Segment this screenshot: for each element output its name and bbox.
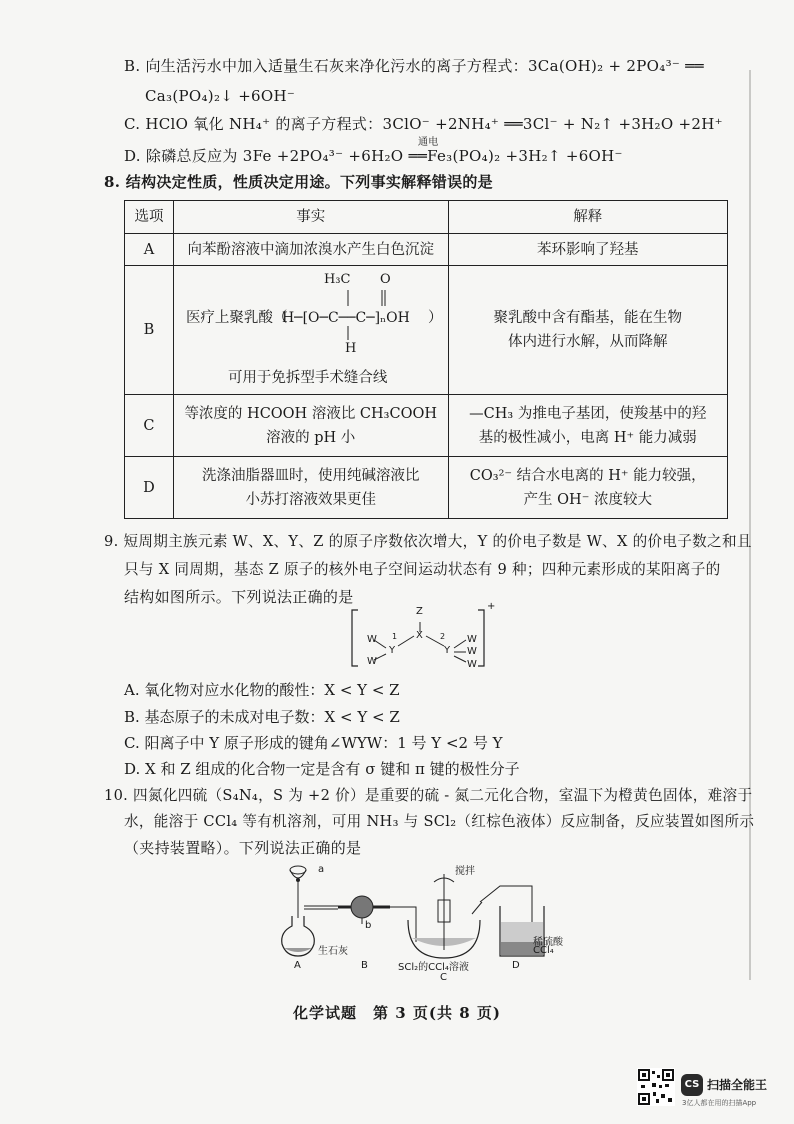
table-row-b (125, 266, 728, 395)
q9-stem-line3: 结构如图所示。下列说法正确的是 (124, 588, 354, 606)
apparatus-part-b: B (361, 960, 368, 971)
row-c-option: C (125, 395, 174, 457)
q9-stem-line1: 9. 短周期主族元素 W、X、Y、Z 的原子序数依次增大，Y 的价电子数是 W、X 的价电子数之和且 (104, 533, 752, 550)
row-b-fact-prefix: 医疗上聚乳酸（ (185, 310, 288, 326)
q9-atom-y1: Y (389, 645, 396, 656)
row-d-option: D (125, 457, 174, 519)
apparatus-part-d: D (512, 960, 520, 971)
q9-option-c: C. 阳离子中 Y 原子形成的键角∠WYW：1 号 Y <2 号 Y (124, 734, 503, 752)
table-header-explanation: 解释 (448, 201, 728, 234)
q9-atom-w5: W (467, 659, 477, 670)
q9-option-d: D. X 和 Z 组成的化合物一定是含有 σ 键和 π 键的极性分子 (124, 760, 520, 778)
table-row-c (125, 395, 728, 457)
q7-electrolysis-condition: 通电 (418, 137, 439, 148)
qr-code-icon (637, 1068, 675, 1106)
scanner-tagline: 3亿人都在用的扫描App (682, 1099, 757, 1107)
table-header-row (125, 201, 728, 234)
q9-label-2: 2 (440, 632, 446, 641)
table-header-fact: 事实 (173, 201, 448, 234)
q9-option-a: A. 氧化物对应水化物的酸性：X < Y < Z (124, 681, 400, 699)
q8-stem: 8. 结构决定性质，性质决定用途。下列事实解释错误的是 (104, 173, 493, 191)
q9-atom-w3: W (467, 634, 477, 645)
row-d-fact (173, 457, 448, 519)
polymer-o-top: O (379, 272, 391, 287)
q10-stem-line2: 水，能溶于 CCl₄ 等有机溶剂，可用 NH₃ 与 SCl₂（红棕色液体）反应制备，反应装置如图所示 (124, 813, 755, 830)
q10-stem-line3: （夹持装置略）。下列说法正确的是 (124, 839, 362, 857)
table-row-a (125, 234, 728, 266)
table-header-option: 选项 (125, 201, 174, 234)
polymer-h3c: H₃C (323, 272, 351, 287)
apparatus-acid-label: 稀硫酸 (533, 937, 563, 948)
apparatus-ccl4-label: CCl₄ (533, 945, 554, 956)
row-c-explanation (448, 395, 728, 457)
page-edge-line (749, 70, 751, 980)
q7-option-b-line2: Ca₃(PO₄)₂↓ +6OH⁻ (145, 87, 296, 105)
polymer-bonds (324, 288, 404, 308)
page-footer: 化学试题 第 3 页(共 8 页) (293, 1004, 501, 1022)
apparatus-part-a: A (294, 960, 301, 971)
table-row-d (125, 457, 728, 519)
q9-stem-line2: 只与 X 同周期，基态 Z 原子的核外电子空间运动状态有 9 种；四种元素形成的某阳离子的 (124, 561, 721, 578)
apparatus-label-b: b (365, 920, 372, 931)
q9-charge: + (487, 601, 496, 612)
apparatus-quicklime-label: 生石灰 (318, 946, 348, 957)
apparatus-label-a: a (318, 864, 325, 875)
row-b-fact-suffix: ） (427, 310, 443, 326)
scanner-app-name: 扫描全能王 (707, 1078, 768, 1092)
q9-atom-w1: W (367, 634, 377, 645)
apparatus-part-c: C (440, 972, 447, 983)
q9-atom-y2: Y (444, 645, 451, 656)
row-c-fact (173, 395, 448, 457)
row-d-expl-line2: 产生 OH⁻ 浓度较大 (523, 491, 652, 508)
scanner-logo-icon: CS (681, 1074, 703, 1096)
apparatus-stir-label: 搅拌 (455, 866, 475, 877)
q9-atom-w4: W (467, 646, 477, 657)
row-d-fact-line1: 洗涤油脂器皿时，使用纯碱溶液比 (201, 467, 420, 484)
q9-label-1: 1 (392, 632, 398, 641)
apparatus-scl2-label: SCl₂的CCl₄溶液 (398, 962, 469, 973)
row-a-option: A (125, 234, 174, 266)
q10-stem-line1: 10. 四氮化四硫（S₄N₄，S 为 +2 价）是重要的硫 - 氮二元化合物，室温下为橙黄色固体，难溶于 (104, 787, 753, 804)
q9-atom-z: Z (416, 606, 423, 617)
row-c-fact-line2: 溶液的 pH 小 (266, 429, 356, 446)
row-b-fact-line2: 可用于免拆型手术缝合线 (227, 370, 388, 386)
polymer-bond-down (324, 326, 364, 344)
row-d-expl-line1: CO₃²⁻ 结合水电离的 H⁺ 能力较强， (469, 467, 706, 484)
q9-option-b: B. 基态原子的未成对电子数：X < Y < Z (124, 708, 400, 726)
q7-option-c: C. HClO 氧化 NH₄⁺ 的离子方程式：3ClO⁻ +2NH₄⁺ ══3Cl⁻ + N₂↑ +3H₂O +2H⁺ (124, 115, 723, 133)
row-c-expl-line2: 基的极性减小，电离 H⁺ 能力减弱 (478, 429, 697, 446)
polymer-h-bottom: H (344, 341, 357, 356)
polymer-main-chain: H─[O─C──C─]ₙOH (281, 310, 410, 326)
row-b-expl-line2: 体内进行水解，从而降解 (508, 334, 668, 350)
row-b-option: B (125, 266, 174, 395)
q8-table (124, 200, 728, 519)
row-a-fact: 向苯酚溶液中滴加浓溴水产生白色沉淀 (173, 234, 448, 266)
row-b-expl-line1: 聚乳酸中含有酯基，能在生物 (493, 310, 682, 326)
row-d-explanation (448, 457, 728, 519)
q9-atom-x: X (416, 630, 423, 641)
row-b-explanation (448, 266, 728, 395)
row-c-fact-line1: 等浓度的 HCOOH 溶液比 CH₃COOH (184, 405, 437, 422)
q7-option-d: D. 除磷总反应为 3Fe +2PO₄³⁻ +6H₂O ══Fe₃(PO₄)₂ +3H₂↑ +6OH⁻ (124, 147, 623, 165)
row-d-fact-line2: 小苏打溶液效果更佳 (245, 491, 376, 508)
q7-option-b-line1: B. 向生活污水中加入适量生石灰来净化污水的离子方程式：3Ca(OH)₂ + 2PO₄³⁻ ══ (124, 57, 704, 75)
row-a-explanation: 苯环影响了羟基 (448, 234, 728, 266)
row-c-expl-line1: —CH₃ 为推电子基团，使羧基中的羟 (469, 405, 707, 422)
q9-atom-w2: W (367, 656, 377, 667)
row-b-fact (173, 266, 448, 395)
